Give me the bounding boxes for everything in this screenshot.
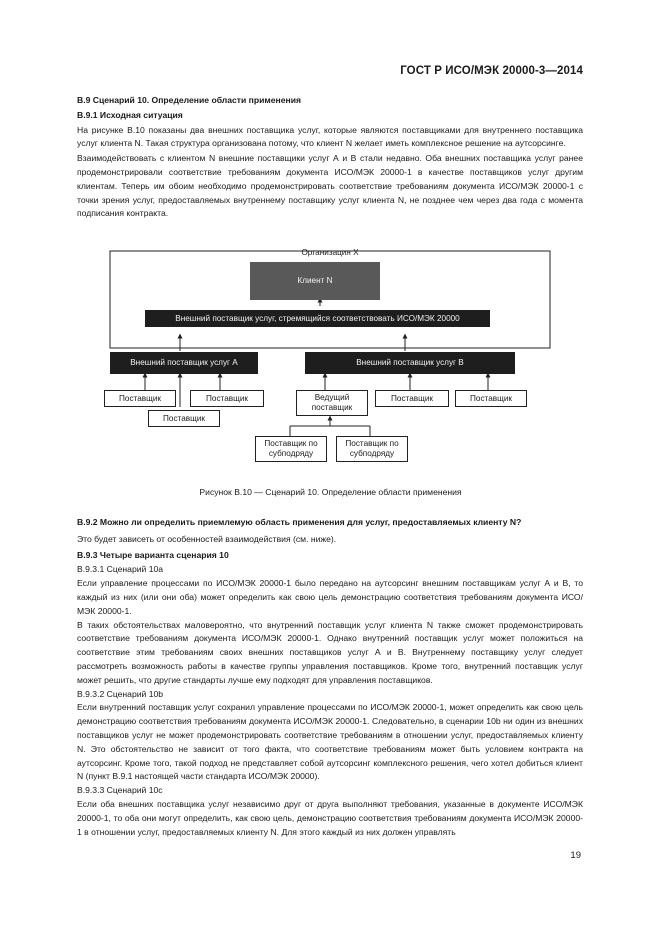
document-code: ГОСТ Р ИСО/МЭК 20000-3—2014 <box>400 65 583 77</box>
section-b9 <box>77 94 583 221</box>
subsection-title: В.9.3.3 Сценарий 10с <box>77 785 163 796</box>
supplier-box: Поставщик <box>375 390 449 407</box>
subcontractor-box: Поставщик по субподряду <box>255 436 327 462</box>
section-b91-title: В.9.1 Исходная ситуация <box>77 109 183 120</box>
paragraph: Если оба внешних поставщика услуг независимо друг от друга выполняют требования, указанные в документе ИСО/МЭК 20000-1, то оба они могут определить, как свою цель, демонстрацию соответствия требованиям документа ИСО/МЭК 20000-1 в отношении услуг, предоставляемых клиенту N. Для этого каждый из них должен управлять <box>77 798 583 837</box>
organization-label: Организация X <box>301 248 359 257</box>
supplier-box: Поставщик <box>190 390 264 407</box>
section-b9-title: В.9 Сценарий 10. Определение области применения <box>77 95 301 105</box>
paragraph: Взаимодействовать с клиентом N внешние поставщики услуг А и В стали недавно. Оба внешних поставщика услуг ранее продемонстрировали соответствие требованиям документа ИСО/МЭК 20000-1 в качестве поставщиков услуг другим клиентам. Теперь им обоим необходимо продемонстрировать соответствие требованиям документа ИСО/МЭК 20000-1 с точки зрения услуг, предоставляемых внутреннему поставщику услуг клиента N, не позднее чем через два года с момента подписания контракта. <box>77 153 583 219</box>
figure-caption: Рисунок В.10 — Сценарий 10. Определение области применения <box>199 487 462 497</box>
lead-supplier-box: Ведущий поставщик <box>296 390 368 416</box>
subsection-title: В.9.3.2 Сценарий 10b <box>77 688 164 699</box>
supplier-box: Поставщик <box>455 390 527 407</box>
provider-a-box: Внешний поставщик услуг А <box>110 352 258 374</box>
supplier-box: Поставщик <box>148 410 220 427</box>
paragraph: На рисунке В.10 показаны два внешних поставщика услуг, которые являются поставщиками для внутреннего поставщика услуг клиента N. Такая структура организована потому, что клиент N желает иметь комплексное решение на аутсорсинге. <box>77 124 583 149</box>
paragraph: Если управление процессами по ИСО/МЭК 20000-1 было передано на аутсорсинг внешним поставщикам услуг А и В, то каждый из них (или они оба) может определить как свою цель демонстрацию соответствия требованиям документа ИСО/МЭК 20000-1. <box>77 578 583 616</box>
subsection-title: В.9.3.1 Сценарий 10а <box>77 564 164 575</box>
provider-b-box: Внешний поставщик услуг В <box>305 352 515 374</box>
client-box: Клиент N <box>250 262 380 300</box>
supplier-box: Поставщик <box>104 390 176 407</box>
paragraph: В таких обстоятельствах маловероятно, что внутренний поставщик услуг клиента N также сможет продемонстрировать соответствие требованиям документа ИСО/МЭК 20000-1. Однако внутренний поставщик услуг может положиться на соответствие этим требованиям своих внешних поставщиков услуг А и В. Внутреннему поставщику услуг следует рассмотреть возможность работы в качестве группы управления поставщиков. Кроме того, внутренний поставщик услуг может решить, что другие стандарты лучше ему подходят для управления поставщиков. <box>77 619 583 685</box>
section-b92-b93 <box>77 516 583 839</box>
paragraph: Если внутренний поставщик услуг сохранил управление процессами по ИСО/МЭК 20000-1, может определить как свою цель демонстрацию соответствия требованиям документа ИСО/МЭК 20000-1. Следовательно, в сценарии 10b ни один из внешних поставщиков услуг не может продемонстрировать соответствие требованиям в отношении услуг, предоставляемых клиенту N. Это обстоятельство не зависит от того факта, что соответствие требованиям может быть условием контракта на аутсорсинг. Кроме того, такой подход не представляет собой аутсорсинг комплексного решения, чего хотел добиться клиент N (пункт В.9.1 настоящей части стандарта ИСО/МЭК 20000). <box>77 702 583 782</box>
subcontractor-box: Поставщик по субподряду <box>336 436 408 462</box>
paragraph: Это будет зависеть от особенностей взаимодействия (см. ниже). <box>77 533 337 544</box>
page-number: 19 <box>570 850 581 861</box>
internal-provider-box: Внешний поставщик услуг, стремящийся соответствовать ИСО/МЭК 20000 <box>145 310 490 327</box>
section-b93-title: В.9.3 Четыре варианта сценария 10 <box>77 549 229 560</box>
section-b92-title: В.9.2 Можно ли определить приемлемую область применения для услуг, предоставляемых клиенту N? <box>77 517 522 527</box>
